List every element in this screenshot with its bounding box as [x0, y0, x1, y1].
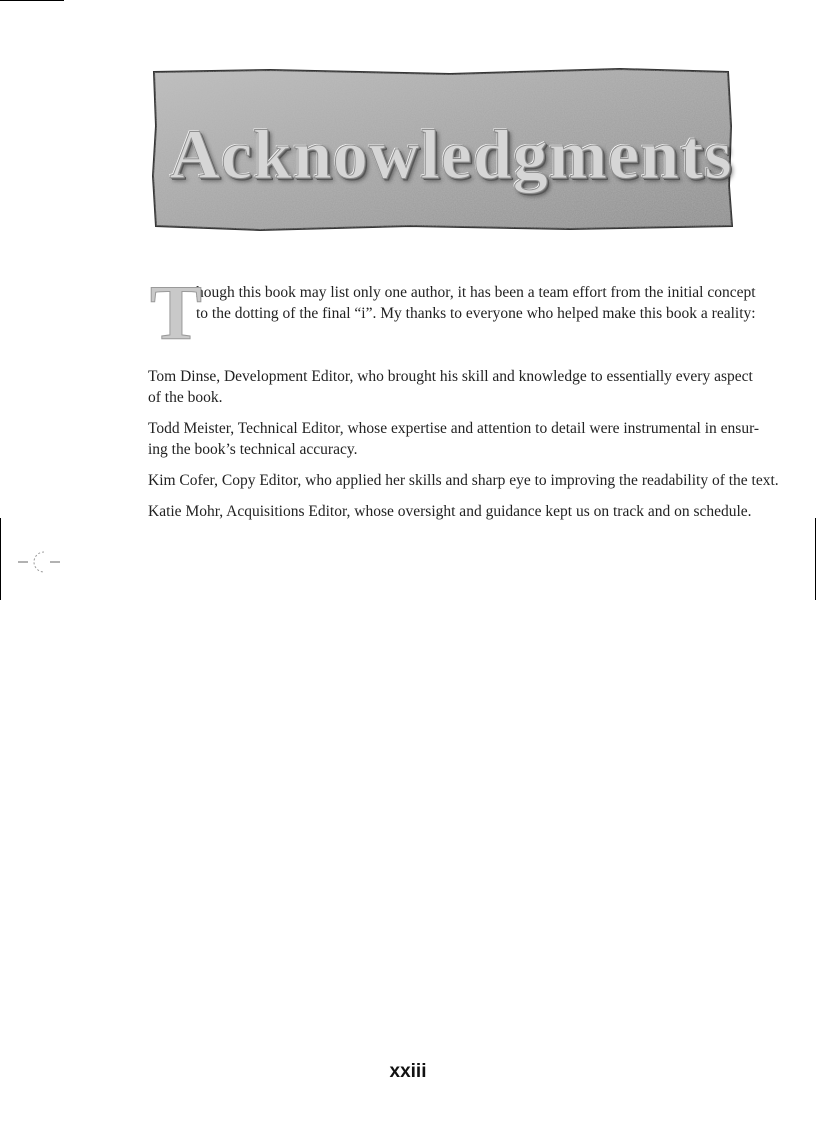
drop-cap: T	[150, 269, 203, 356]
acknowledgments-body	[148, 269, 779, 522]
acknowledgment-paragraph: Kim Cofer, Copy Editor, who applied her skills and sharp eye to improving the readability of the text.	[148, 472, 779, 489]
page-number: xxiii	[389, 1061, 427, 1082]
acknowledgment-paragraph: Tom Dinse, Development Editor, who brought his skill and knowledge to essentially every aspect of the book.	[148, 368, 753, 406]
intro-paragraph	[148, 269, 756, 356]
chapter-title: Acknowledgments	[169, 117, 733, 194]
chapter-title-banner	[150, 66, 734, 232]
acknowledgment-paragraph: Katie Mohr, Acquisitions Editor, whose oversight and guidance kept us on track and on schedule.	[148, 503, 752, 520]
intro-line-1: hough this book may list only one author, it has been a team effort from the initial concept	[196, 284, 756, 301]
intro-line-2: to the dotting of the final “i”. My thanks to everyone who helped make this book a reality:	[196, 305, 756, 322]
crop-mark-left	[0, 518, 1, 600]
acknowledgment-paragraph: Todd Meister, Technical Editor, whose expertise and attention to detail were instrumental in ensur- ing the book’s technical accuracy.	[148, 420, 760, 458]
crop-mark-top	[0, 0, 64, 1]
registration-mark-icon	[18, 548, 66, 576]
